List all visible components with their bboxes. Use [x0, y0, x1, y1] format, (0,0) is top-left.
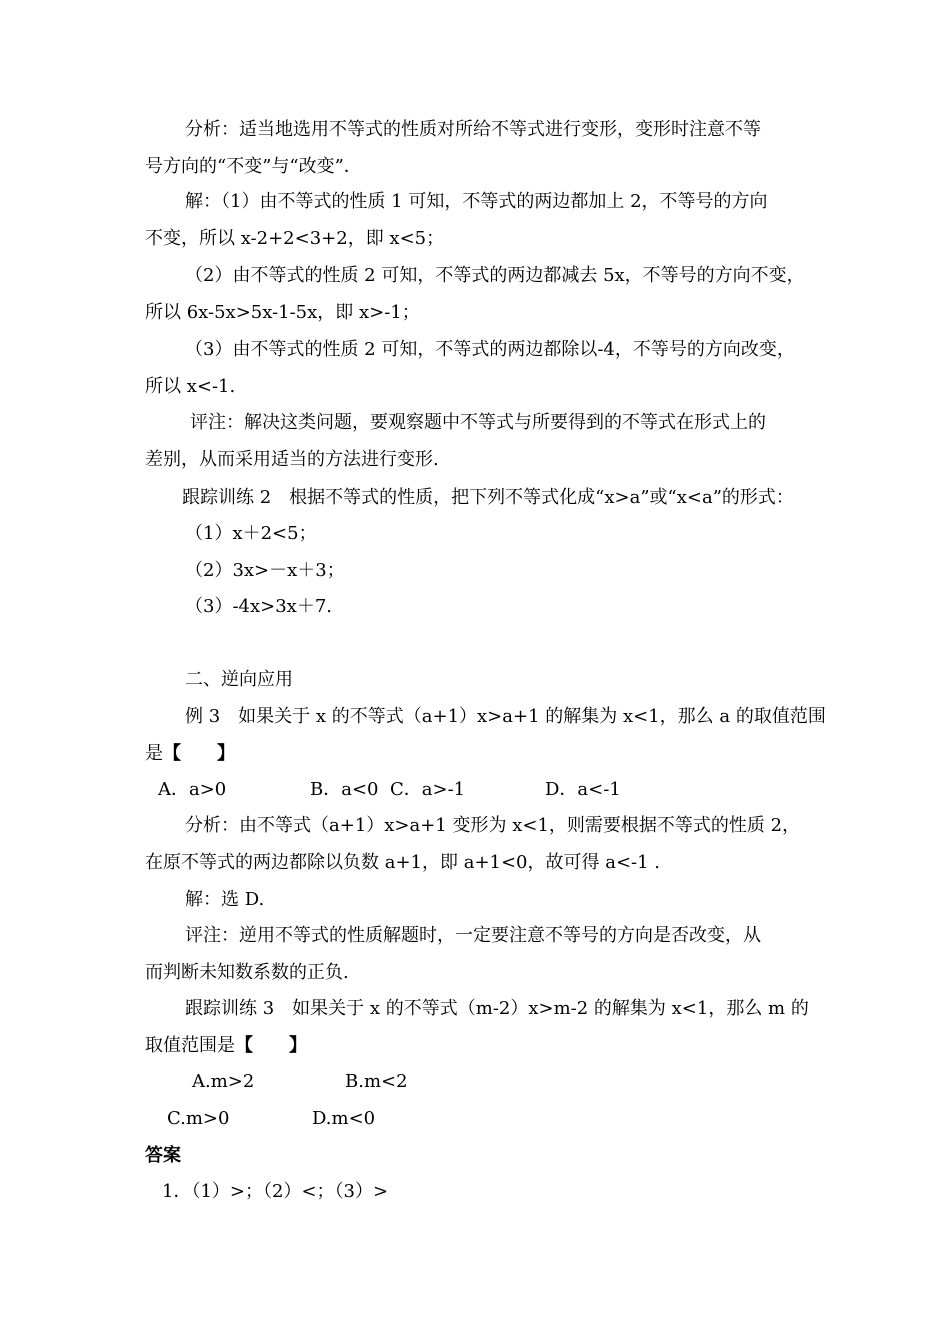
example-3-option-c: C．a>-1: [390, 779, 466, 800]
example-3-comment-line-2: 而判断未知数系数的正负.: [145, 962, 349, 983]
answer-heading: 答案: [145, 1145, 181, 1166]
solution-3-line-1: （3）由不等式的性质 2 可知，不等式的两边都除以-4，不等号的方向改变，: [185, 339, 795, 360]
training-3-option-d: D.m<0: [312, 1108, 376, 1129]
example-3-comment-line-1: 评注：逆用不等式的性质解题时，一定要注意不等号的方向是否改变，从: [185, 925, 761, 946]
example-3-analysis-line-1: 分析：由不等式（a+1）x>a+1 变形为 x<1，则需要根据不等式的性质 2，: [185, 815, 801, 836]
training-2-item-2: （2）3x>－x＋3；: [185, 560, 345, 581]
training-2-item-1: （1）x＋2<5；: [185, 523, 317, 544]
training-3-line-2: [145, 1034, 307, 1058]
example-3-answer-bracket: 【 】: [163, 743, 235, 764]
example-3-analysis-line-2: 在原不等式的两边都除以负数 a+1，即 a+1<0，故可得 a<-1 .: [145, 852, 661, 873]
example-3-line-2: [145, 742, 235, 766]
comment-1-line-2: 差别，从而采用适当的方法进行变形.: [145, 449, 439, 470]
example-3-option-d: D．a<-1: [545, 779, 621, 800]
solution-2-line-2: 所以 6x-5x>5x-1-5x，即 x>-1；: [145, 302, 420, 323]
training-3-line-1: 跟踪训练 3 如果关于 x 的不等式（m-2）x>m-2 的解集为 x<1，那么 m 的: [185, 998, 809, 1019]
training-3-answer-bracket: 【 】: [235, 1035, 307, 1056]
example-3-line-2-text: 是: [145, 743, 163, 764]
training-3-option-b: B.m<2: [345, 1071, 408, 1092]
training-2-prompt: 跟踪训练 2 根据不等式的性质，把下列不等式化成“x>a”或“x<a”的形式：: [182, 487, 794, 508]
example-3-solution: 解：选 D.: [185, 889, 265, 910]
example-3-line-1: 例 3 如果关于 x 的不等式（a+1）x>a+1 的解集为 x<1，那么 a 的取值范围: [185, 706, 826, 727]
solution-1-line-1: 解：（1）由不等式的性质 1 可知，不等式的两边都加上 2，不等号的方向: [185, 191, 768, 212]
analysis-1-line-2: 号方向的“不变”与“改变”．: [145, 156, 362, 177]
comment-1-line-1: 评注：解决这类问题，要观察题中不等式与所要得到的不等式在形式上的: [190, 412, 766, 433]
example-3-option-b: B．a<0: [310, 779, 379, 800]
solution-3-line-2: 所以 x<-1.: [145, 376, 236, 397]
solution-2-line-1: （2）由不等式的性质 2 可知，不等式的两边都减去 5x，不等号的方向不变，: [185, 265, 805, 286]
example-3-option-a: A．a>0: [158, 779, 227, 800]
analysis-1-line-1: 分析：适当地选用不等式的性质对所给不等式进行变形，变形时注意不等: [185, 119, 761, 140]
training-3-line-2-text: 取值范围是: [145, 1035, 235, 1056]
training-2-item-3: （3）-4x>3x＋7.: [185, 596, 332, 617]
answer-1: 1．（1）>；（2）<；（3）>: [162, 1181, 389, 1202]
solution-1-line-2: 不变，所以 x-2+2<3+2，即 x<5；: [145, 228, 445, 249]
training-3-option-a: A.m>2: [192, 1071, 255, 1092]
training-3-option-c: C.m>0: [167, 1108, 230, 1129]
section-heading-reverse-application: 二、逆向应用: [185, 669, 293, 690]
